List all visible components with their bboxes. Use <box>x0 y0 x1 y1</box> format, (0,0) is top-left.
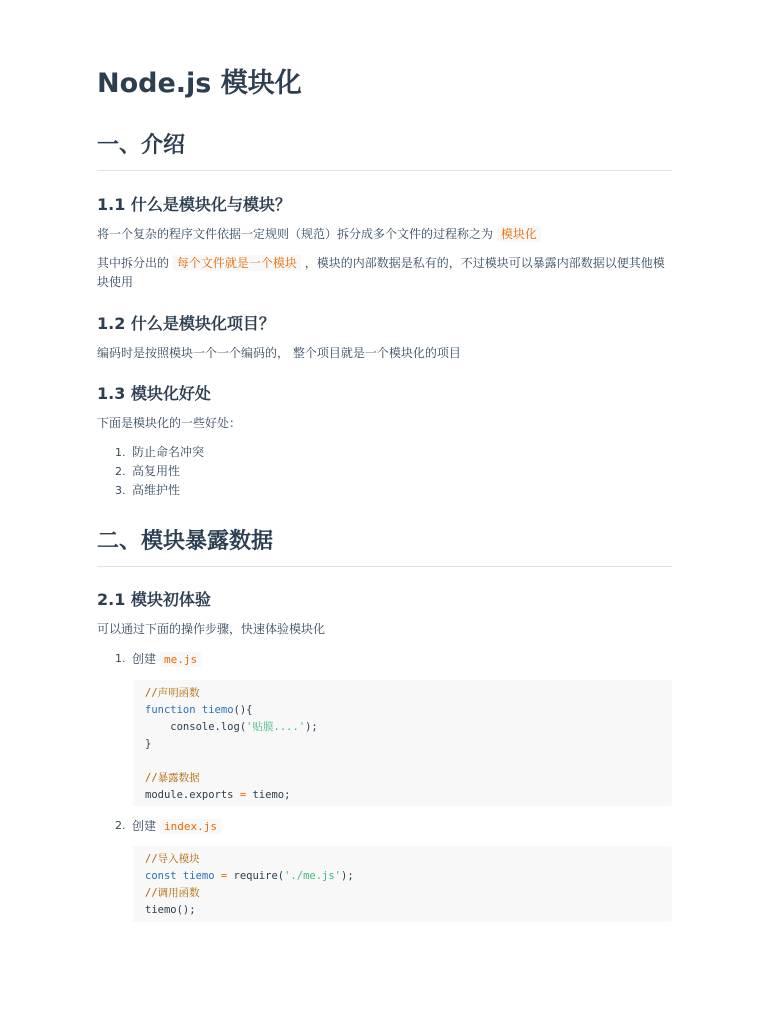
document-page: Node.js 模块化 一、介绍 1.1 什么是模块化与模块？ 将一个复杂的程序文件依据一定规则（规范）拆分成多个文件的过程称之为 模块化 其中拆分出的 每个文件就是一个模块 ，模块的内部数据是私有的，不过模块可以暴露内部数据以便其他模块使用 1.2 什么是模块化项目？ 编码时是按照模块一个一个编码的， 整个项目就是一个模块化的项目 1.3 模块化好处 下面是模块化的一些好处： 1. 防止命名冲突 2. 高复用性 3. 高维护性 二、模块暴露数据 2.1 模块初体验 可以通过下面的操作步骤，快速体验模块化 1. 创建 me.js //声明函数 function tiemo(){ console.log('贴膜....'); } //暴露数据 module.exports = tiemo; 2. 创建 index.js //导入模块 const tiemo = require('./me.js'); //调用函数 tiemo(); <box>0 0 768 1024</box>
list-item: 1. 防止命名冲突 <box>115 445 205 459</box>
subheading-1-1: 1.1 什么是模块化与模块？ <box>97 195 291 214</box>
code-block-index-js[interactable]: //导入模块 const tiemo = require('./me.js'); //调用函数 tiemo(); <box>133 846 672 922</box>
code-block-me-js[interactable]: //声明函数 function tiemo(){ console.log('贴膜....'); } //暴露数据 module.exports = tiemo; <box>133 680 672 806</box>
paragraph-prefix: 其中拆分出的 <box>97 256 170 270</box>
page-title: Node.js 模块化 <box>97 68 302 99</box>
section-heading-intro: 一、介绍 <box>97 130 672 171</box>
filename-index-js: index.js <box>160 819 221 834</box>
section-heading-export: 二、模块暴露数据 <box>97 526 672 567</box>
benefits-list <box>97 443 204 500</box>
subheading-1-3: 1.3 模块化好处 <box>97 384 211 403</box>
paragraph-1-1-a <box>97 225 672 244</box>
paragraph-1-1-b <box>97 254 672 292</box>
subheading-2-1: 2.1 模块初体验 <box>97 590 211 609</box>
list-item: 2. 高复用性 <box>115 464 181 478</box>
highlight-each-file-module: 每个文件就是一个模块 <box>173 255 301 271</box>
filename-me-js: me.js <box>160 652 201 667</box>
paragraph-1-2: 编码时是按照模块一个一个编码的， 整个项目就是一个模块化的项目 <box>97 346 461 360</box>
paragraph-suffix: ，模块的内部数据是私有的，不过模块可以暴露内部数据以便其他模块使用 <box>97 256 665 289</box>
paragraph-1-3: 下面是模块化的一些好处： <box>97 416 242 430</box>
highlight-modularization: 模块化 <box>497 226 541 242</box>
list-item: 3. 高维护性 <box>115 483 181 497</box>
subheading-1-2: 1.2 什么是模块化项目？ <box>97 314 275 333</box>
paragraph-text: 将一个复杂的程序文件依据一定规则（规范）拆分成多个文件的过程称之为 <box>97 227 494 241</box>
paragraph-2-1: 可以通过下面的操作步骤，快速体验模块化 <box>97 622 326 636</box>
